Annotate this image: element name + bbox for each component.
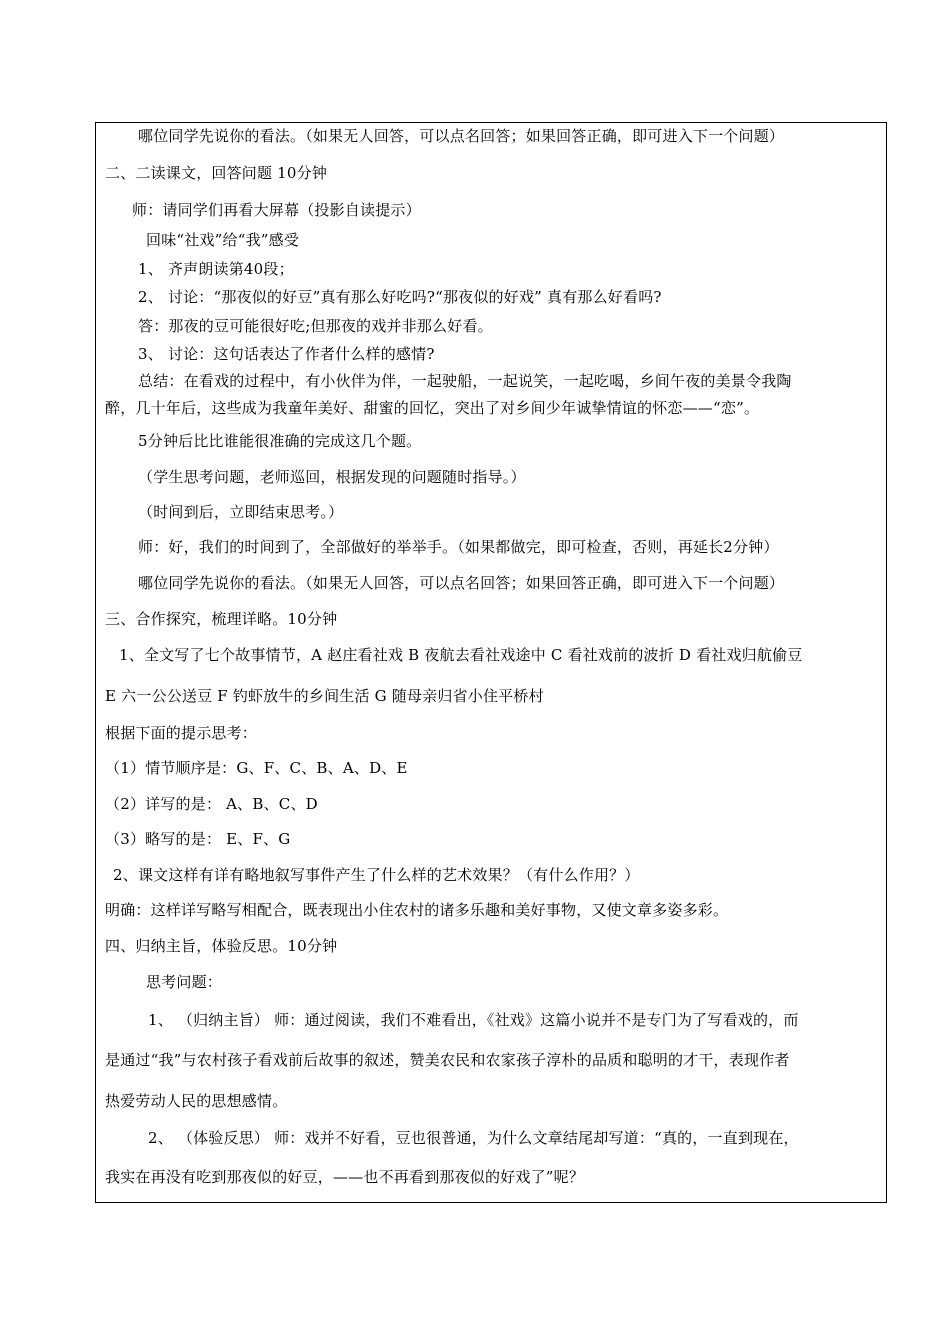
- text-line-10: 醉，几十年后，这些成为我童年美好、甜蜜的回忆，突出了对乡间少年诚挚情谊的怀恋——“恋”。: [105, 399, 760, 417]
- text-line-4: 回味“社戏”给“我”感受: [146, 231, 300, 249]
- section-heading-3: 三、合作探究，梳理详略。10分钟: [105, 610, 338, 628]
- text-line-18: E 六一公公送豆 F 钓虾放牛的乡间生活 G 随母亲归省小住平桥村: [105, 687, 544, 705]
- text-line-14: 师：好，我们的时间到了，全部做好的举举手。（如果都做完，即可检查，否则，再延长2分钟）: [138, 538, 779, 556]
- text-line-17: 1、全文写了七个故事情节，A 赵庄看社戏 B 夜航去看社戏途中 C 看社戏前的波折 D 看社戏归航偷豆: [119, 646, 803, 664]
- text-line-26: 思考问题：: [146, 973, 223, 991]
- text-line-9: 总结：在看戏的过程中，有小伙伴为伴，一起驶船，一起说笑，一起吃喝，乡间午夜的美景令我陶: [138, 372, 792, 390]
- text-line-28: 是通过“我”与农村孩子看戏前后故事的叙述，赞美农民和农家孩子淳朴的品质和聪明的才干，表现作者: [105, 1051, 790, 1069]
- text-line-27: 1、 （归纳主旨） 师：通过阅读，我们不难看出，《社戏》这篇小说并不是专门为了写看戏的，而: [148, 1011, 799, 1029]
- text-line-5: 1、 齐声朗读第40段；: [138, 260, 294, 278]
- text-line-12: （学生思考问题，老师巡回，根据发现的问题随时指导。）: [138, 468, 526, 486]
- text-line-22: （3）略写的是： E、F、G: [105, 830, 291, 848]
- text-line-19: 根据下面的提示思考：: [105, 724, 258, 742]
- text-line-11: 5分钟后比比谁能很准确的完成这几个题。: [138, 432, 422, 450]
- text-line-21: （2）详写的是： A、B、C、D: [105, 795, 318, 813]
- text-line-30: 2、 （体验反思） 师：戏并不好看，豆也很普通，为什么文章结尾却写道：“真的，一直到现在，: [148, 1129, 799, 1147]
- text-line-31: 我实在再没有吃到那夜似的好豆，——也不再看到那夜似的好戏了”呢？: [105, 1168, 585, 1186]
- text-line-20: （1）情节顺序是：G、F、C、B、A、D、E: [105, 759, 408, 777]
- text-line-1: 哪位同学先说你的看法。（如果无人回答，可以点名回答；如果回答正确，即可进入下一个问题）: [138, 127, 785, 145]
- text-line-7: 答：那夜的豆可能很好吃;但那夜的戏并非那么好看。: [138, 317, 493, 335]
- text-line-3: 师：请同学们再看大屏幕（投影自读提示）: [132, 201, 421, 219]
- text-line-29: 热爱劳动人民的思想感情。: [105, 1092, 288, 1110]
- text-line-23: 2、课文这样有详有略地叙写事件产生了什么样的艺术效果？（有什么作用？）: [113, 866, 640, 884]
- text-line-13: （时间到后，立即结束思考。）: [138, 503, 344, 521]
- text-line-6: 2、 讨论：“那夜似的好豆”真有那么好吃吗?“那夜似的好戏” 真有那么好看吗?: [138, 288, 662, 306]
- text-line-15: 哪位同学先说你的看法。（如果无人回答，可以点名回答；如果回答正确，即可进入下一个问题）: [138, 574, 785, 592]
- section-heading-2: 二、二读课文，回答问题 10分钟: [105, 164, 328, 182]
- text-line-24: 明确：这样详写略写相配合，既表现出小住农村的诸多乐趣和美好事物，又使文章多姿多彩。: [105, 901, 729, 919]
- section-heading-4: 四、归纳主旨，体验反思。10分钟: [105, 937, 338, 955]
- text-line-8: 3、 讨论：这句话表达了作者什么样的感情?: [138, 345, 435, 363]
